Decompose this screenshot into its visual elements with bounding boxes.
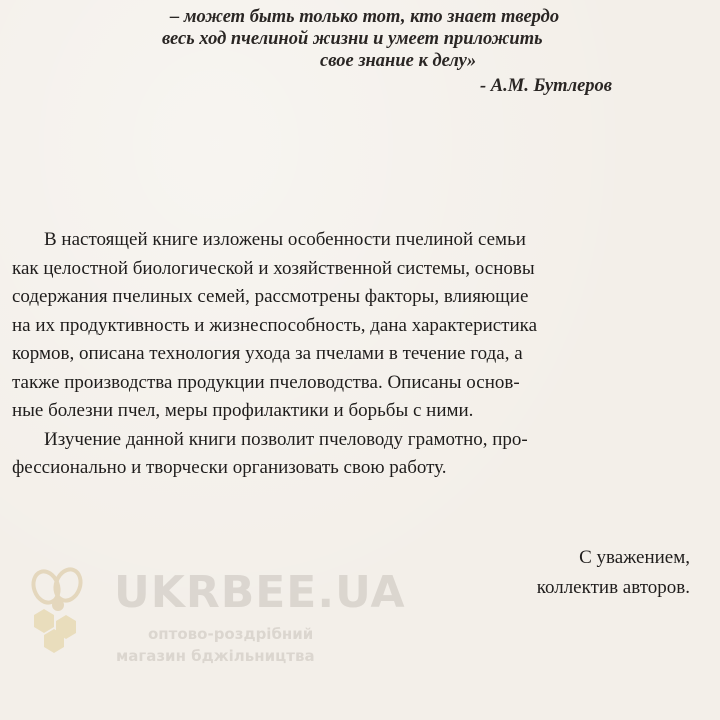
epigraph-line: свое знание к делу» bbox=[320, 51, 477, 71]
epigraph-line: весь ход пчелиной жизни и умеет приложить bbox=[162, 29, 543, 49]
paragraph-line: как целостной биологической и хозяйственной системы, основы bbox=[12, 257, 535, 279]
watermark bbox=[22, 565, 406, 675]
paragraph-line: на их продуктивность и жизнеспособность, дана характеристика bbox=[12, 314, 538, 336]
signature-authors: коллектив авторов. bbox=[536, 577, 690, 598]
signature-greeting: С уважением, bbox=[579, 547, 690, 568]
watermark-tagline: магазин бджільництва bbox=[116, 647, 315, 665]
epigraph-attribution: - А.М. Бутлеров bbox=[480, 76, 613, 96]
paragraph-line: содержания пчелиных семей, рассмотрены факторы, влияющие bbox=[12, 286, 529, 307]
body-paragraphs bbox=[12, 226, 688, 483]
epigraph-line: – может быть только тот, кто знает твердо bbox=[170, 7, 560, 27]
paragraph-line: ные болезни пчел, меры профилактики и борьбы с ними. bbox=[12, 400, 474, 421]
paragraph-line: фессионально и творчески организовать свою работу. bbox=[12, 457, 447, 478]
watermark-brand: UKRBEE.UA bbox=[114, 567, 406, 618]
paragraph-line: также производства продукции пчеловодства. Описаны основ- bbox=[12, 371, 520, 393]
signature bbox=[537, 543, 690, 603]
paragraph-line: В настоящей книге изложены особенности пчелиной семьи bbox=[44, 229, 526, 250]
watermark-tagline: оптово-роздрібний bbox=[148, 625, 314, 643]
bee-logo-icon bbox=[22, 565, 92, 661]
paragraph-line: кормов, описана технология ухода за пчелами в течение года, а bbox=[12, 343, 523, 364]
paragraph-line: Изучение данной книги позволит пчеловоду грамотно, про- bbox=[44, 428, 528, 450]
